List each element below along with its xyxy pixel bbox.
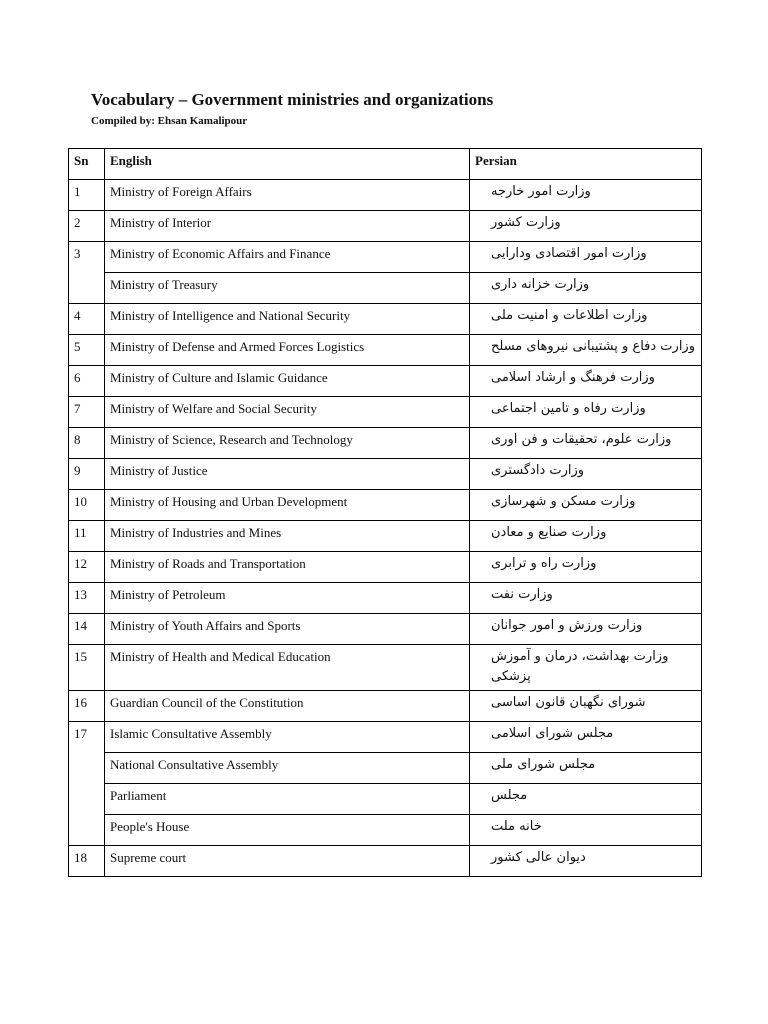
cell-sn: 18	[69, 846, 105, 877]
cell-persian	[470, 428, 702, 459]
cell-english: Ministry of Economic Affairs and Finance	[105, 242, 470, 273]
cell-sn: 15	[69, 645, 105, 691]
cell-persian	[470, 273, 702, 304]
cell-persian	[470, 335, 702, 366]
table-header-row	[69, 149, 702, 180]
persian-text: وزارت نفت	[491, 587, 553, 602]
cell-persian	[470, 490, 702, 521]
persian-text: شورای نگهبان قانون اساسی	[491, 695, 646, 710]
persian-text: وزارت امور خارجه	[491, 184, 591, 199]
cell-persian	[470, 722, 702, 753]
table-row	[69, 722, 702, 753]
cell-english: Ministry of Interior	[105, 211, 470, 242]
cell-persian	[470, 521, 702, 552]
header-english: English	[105, 149, 470, 180]
cell-sn: 6	[69, 366, 105, 397]
header-sn: Sn	[69, 149, 105, 180]
table-row	[69, 753, 702, 784]
table-row	[69, 459, 702, 490]
table-row	[69, 490, 702, 521]
persian-text: دیوان عالی کشور	[491, 850, 586, 865]
vocabulary-table	[68, 148, 702, 877]
table-row	[69, 645, 702, 691]
persian-text: وزارت کشور	[491, 215, 561, 230]
table-row	[69, 211, 702, 242]
persian-text: وزارت دفاع و پشتیبانی نیروهای مسلح	[491, 339, 695, 354]
table-row	[69, 815, 702, 846]
persian-text: وزارت فرهنگ و ارشاد اسلامی	[491, 370, 655, 385]
document-title: Vocabulary – Government ministries and organizations	[91, 90, 494, 109]
cell-english: National Consultative Assembly	[105, 753, 470, 784]
persian-text: خانه ملت	[491, 819, 542, 834]
cell-english: Ministry of Petroleum	[105, 583, 470, 614]
cell-sn: 13	[69, 583, 105, 614]
table-row	[69, 552, 702, 583]
persian-text: وزارت رفاه و تامین اجتماعی	[491, 401, 646, 416]
cell-sn: 16	[69, 691, 105, 722]
cell-persian	[470, 242, 702, 273]
persian-text: وزارت صنایع و معادن	[491, 525, 607, 540]
cell-english: Ministry of Industries and Mines	[105, 521, 470, 552]
persian-text: مجلس	[491, 788, 528, 803]
cell-sn: 8	[69, 428, 105, 459]
table-row	[69, 335, 702, 366]
persian-text: وزارت امور اقتصادی ودارایی	[491, 246, 647, 261]
table-row	[69, 583, 702, 614]
cell-sn: 12	[69, 552, 105, 583]
cell-persian	[470, 846, 702, 877]
cell-persian	[470, 304, 702, 335]
table-row	[69, 242, 702, 273]
cell-english: Ministry of Intelligence and National Security	[105, 304, 470, 335]
table-row	[69, 180, 702, 211]
cell-persian	[470, 753, 702, 784]
table-row	[69, 614, 702, 645]
cell-sn: 10	[69, 490, 105, 521]
cell-persian	[470, 552, 702, 583]
persian-text: وزارت خزانه داری	[491, 277, 590, 292]
persian-text: وزارت دادگستری	[491, 463, 585, 478]
header-persian: Persian	[470, 149, 702, 180]
cell-english: Guardian Council of the Constitution	[105, 691, 470, 722]
table-row	[69, 846, 702, 877]
persian-text: وزارت مسکن و شهرسازی	[491, 494, 636, 509]
table-row	[69, 366, 702, 397]
cell-sn: 17	[69, 722, 105, 846]
table-row	[69, 428, 702, 459]
persian-text: وزارت ورزش و امور جوانان	[491, 618, 643, 633]
cell-sn: 1	[69, 180, 105, 211]
cell-persian	[470, 180, 702, 211]
cell-english: Ministry of Justice	[105, 459, 470, 490]
cell-sn: 7	[69, 397, 105, 428]
cell-persian	[470, 645, 702, 691]
cell-english: Ministry of Roads and Transportation	[105, 552, 470, 583]
table-row	[69, 784, 702, 815]
persian-text: وزارت علوم، تحقیقات و فن اوری	[491, 432, 672, 447]
persian-text: وزارت بهداشت، درمان و آموزش پزشکی	[491, 649, 669, 684]
cell-english: Parliament	[105, 784, 470, 815]
cell-english: Ministry of Housing and Urban Development	[105, 490, 470, 521]
cell-english: People's House	[105, 815, 470, 846]
cell-sn: 9	[69, 459, 105, 490]
cell-sn: 4	[69, 304, 105, 335]
cell-persian	[470, 691, 702, 722]
cell-english: Ministry of Foreign Affairs	[105, 180, 470, 211]
cell-persian	[470, 583, 702, 614]
table-row	[69, 273, 702, 304]
cell-persian	[470, 459, 702, 490]
table-row	[69, 691, 702, 722]
cell-english: Ministry of Health and Medical Education	[105, 645, 470, 691]
cell-persian	[470, 815, 702, 846]
cell-persian	[470, 211, 702, 242]
cell-english: Ministry of Welfare and Social Security	[105, 397, 470, 428]
table-row	[69, 521, 702, 552]
cell-persian	[470, 397, 702, 428]
document-subtitle: Compiled by: Ehsan Kamalipour	[91, 115, 248, 127]
cell-persian	[470, 614, 702, 645]
table-row	[69, 304, 702, 335]
cell-sn: 14	[69, 614, 105, 645]
cell-english: Ministry of Defense and Armed Forces Logistics	[105, 335, 470, 366]
cell-sn: 5	[69, 335, 105, 366]
cell-sn: 3	[69, 242, 105, 304]
cell-english: Supreme court	[105, 846, 470, 877]
persian-text: وزارت اطلاعات و امنیت ملی	[491, 308, 648, 323]
cell-english: Ministry of Youth Affairs and Sports	[105, 614, 470, 645]
cell-persian	[470, 784, 702, 815]
persian-text: مجلس شورای اسلامی	[491, 726, 614, 741]
cell-persian	[470, 366, 702, 397]
table-row	[69, 397, 702, 428]
cell-english: Ministry of Treasury	[105, 273, 470, 304]
cell-english: Islamic Consultative Assembly	[105, 722, 470, 753]
cell-sn: 11	[69, 521, 105, 552]
persian-text: وزارت راه و ترابری	[491, 556, 597, 571]
persian-text: مجلس شورای ملی	[491, 757, 596, 772]
cell-english: Ministry of Science, Research and Technology	[105, 428, 470, 459]
cell-english: Ministry of Culture and Islamic Guidance	[105, 366, 470, 397]
table-body	[69, 180, 702, 877]
cell-sn: 2	[69, 211, 105, 242]
